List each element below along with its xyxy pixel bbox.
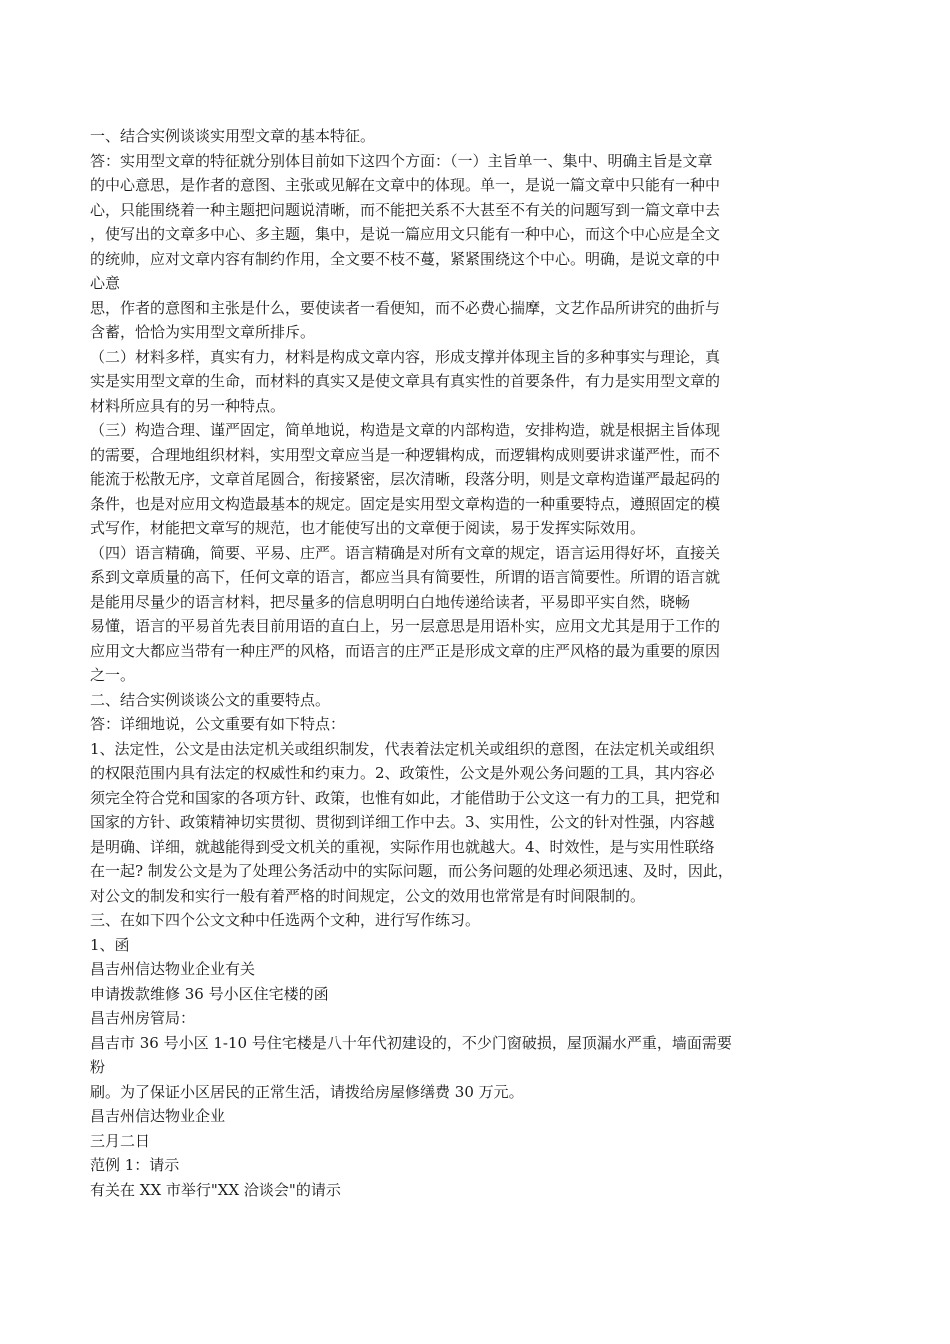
text-line: 1、法定性，公文是由法定机关或组织制发，代表着法定机关或组织的意图，在法定机关或组织 — [90, 739, 715, 758]
text-line: 之一。 — [90, 666, 136, 684]
text-line: 答：实用型文章的特征就分别体目前如下这四个方面：（一）主旨单一、集中、明确主旨是文章 — [90, 151, 713, 170]
text-line: 心，只能围绕着一种主题把问题说清晰，而不能把关系不大甚至不有关的问题写到一篇文章中去 — [90, 200, 721, 219]
text-line: 含蓄，恰恰为实用型文章所排斥。 — [90, 323, 316, 341]
text-line: 的统帅，应对文章内容有制约作用，全文要不枝不蔓，紧紧围绕这个中心。明确，是说文章的中 — [90, 249, 721, 268]
heading-q1: 一、结合实例谈谈实用型文章的基本特征。 — [90, 127, 376, 145]
letter-signature: 昌吉州信达物业企业 — [90, 1107, 226, 1125]
text-line: 式写作，材能把文章写的规范，也才能使写出的文章便于阅读，易于发挥实际效用。 — [90, 519, 646, 537]
text-line: 系到文章质量的高下，任何文章的语言，都应当具有简要性，所谓的语言简要性。所谓的语言就 — [90, 568, 721, 586]
text-line: 1、函 — [90, 935, 130, 954]
letter-title: 申请拨款维修 36 号小区住宅楼的函 — [90, 984, 329, 1003]
letter-sender: 昌吉州信达物业企业有关 — [90, 960, 256, 978]
text-line: 须完全符合党和国家的各项方针、政策，也惟有如此，才能借助于公文这一有力的工具，把党和 — [90, 788, 721, 807]
text-line: 的中心意思，是作者的意图、主张或见解在文章中的体现。单一，是说一篇文章中只能有一种中 — [90, 176, 721, 194]
example-heading: 范例 1：请示 — [90, 1156, 180, 1174]
text-line: 粉 — [90, 1058, 106, 1076]
text-line: 国家的方针、政策精神切实贯彻、贯彻到详细工作中去。3、实用性，公文的针对性强，内容越 — [90, 813, 715, 831]
letter-recipient: 昌吉州房管局： — [90, 1009, 196, 1027]
text-line: 实是实用型文章的生命，而材料的真实又是使文章具有真实性的首要条件，有力是实用型文章的 — [90, 372, 721, 390]
example-title: 有关在 XX 市举行"XX 洽谈会"的请示 — [90, 1180, 341, 1199]
text-line: （四）语言精确，简要、平易、庄严。语言精确是对所有文章的规定，语言运用得好坏，直接关 — [90, 543, 721, 562]
text-line: 的权限范围内具有法定的权威性和约束力。2、政策性，公文是外观公务问题的工具，其内容必 — [90, 764, 715, 782]
text-line: 材料所应具有的另一种特点。 — [90, 396, 286, 415]
text-line: 是能用尽量少的语言材料，把尽量多的信息明明白白地传递给读者，平易即平实自然，晓畅 — [90, 592, 691, 611]
text-line: 能流于松散无序，文章首尾圆合，衔接紧密，层次清晰，段落分明，则是文章构造谨严最起码的 — [90, 470, 721, 488]
text-line: ，使写出的文章多中心、多主题，集中，是说一篇应用文只能有一种中心，而这个中心应是全文 — [90, 225, 721, 243]
text-line: 心意 — [90, 274, 121, 292]
text-line: 思，作者的意图和主张是什么，要使读者一看便知，而不必费心揣摩，文艺作品所讲究的曲折与 — [90, 298, 721, 317]
text-line: 答：详细地说，公文重要有如下特点： — [90, 715, 346, 733]
heading-q2: 二、结合实例谈谈公文的重要特点。 — [90, 690, 331, 709]
text-line: （二）材料多样，真实有力，材料是构成文章内容，形成支撑并体现主旨的多种事实与理论，真 — [90, 347, 721, 366]
text-line: 的需要，合理地组织材料，实用型文章应当是一种逻辑构成，而逻辑构成则要讲求谨严性，而不 — [90, 445, 721, 464]
text-line: 在一起? 制发公文是为了处理公务活动中的实际问题，而公务问题的处理必须迅速、及时，因此， — [90, 862, 733, 880]
text-line: 易懂，语言的平易首先表目前用语的直白上，另一层意思是用语朴实，应用文尤其是用于工作的 — [90, 617, 721, 635]
text-line: 对公文的制发和实行一般有着严格的时间规定，公文的效用也常常是有时间限制的。 — [90, 886, 646, 905]
letter-date: 三月二日 — [90, 1131, 151, 1150]
text-line: 条件，也是对应用文构造最基本的规定。固定是实用型文章构造的一种重要特点，遵照固定的模 — [90, 494, 721, 513]
text-line: 刷。为了保证小区居民的正常生活，请拨给房屋修缮费 30 万元。 — [90, 1082, 524, 1101]
text-line: 昌吉市 36 号小区 1-10 号住宅楼是八十年代初建设的，不少门窗破损，屋顶漏水严重，墙面需要 — [90, 1033, 732, 1052]
heading-q3: 三、在如下四个公文文种中任选两个文种，进行写作练习。 — [90, 911, 481, 929]
text-line: 应用文大都应当带有一种庄严的风格，而语言的庄严正是形成文章的庄严风格的最为重要的原因 — [90, 641, 721, 660]
text-line: （三）构造合理、谨严固定，简单地说，构造是文章的内部构造，安排构造，就是根据主旨体现 — [90, 421, 721, 439]
text-line: 是明确、详细，就越能得到受文机关的重视，实际作用也就越大。4、时效性，是与实用性联络 — [90, 837, 715, 856]
